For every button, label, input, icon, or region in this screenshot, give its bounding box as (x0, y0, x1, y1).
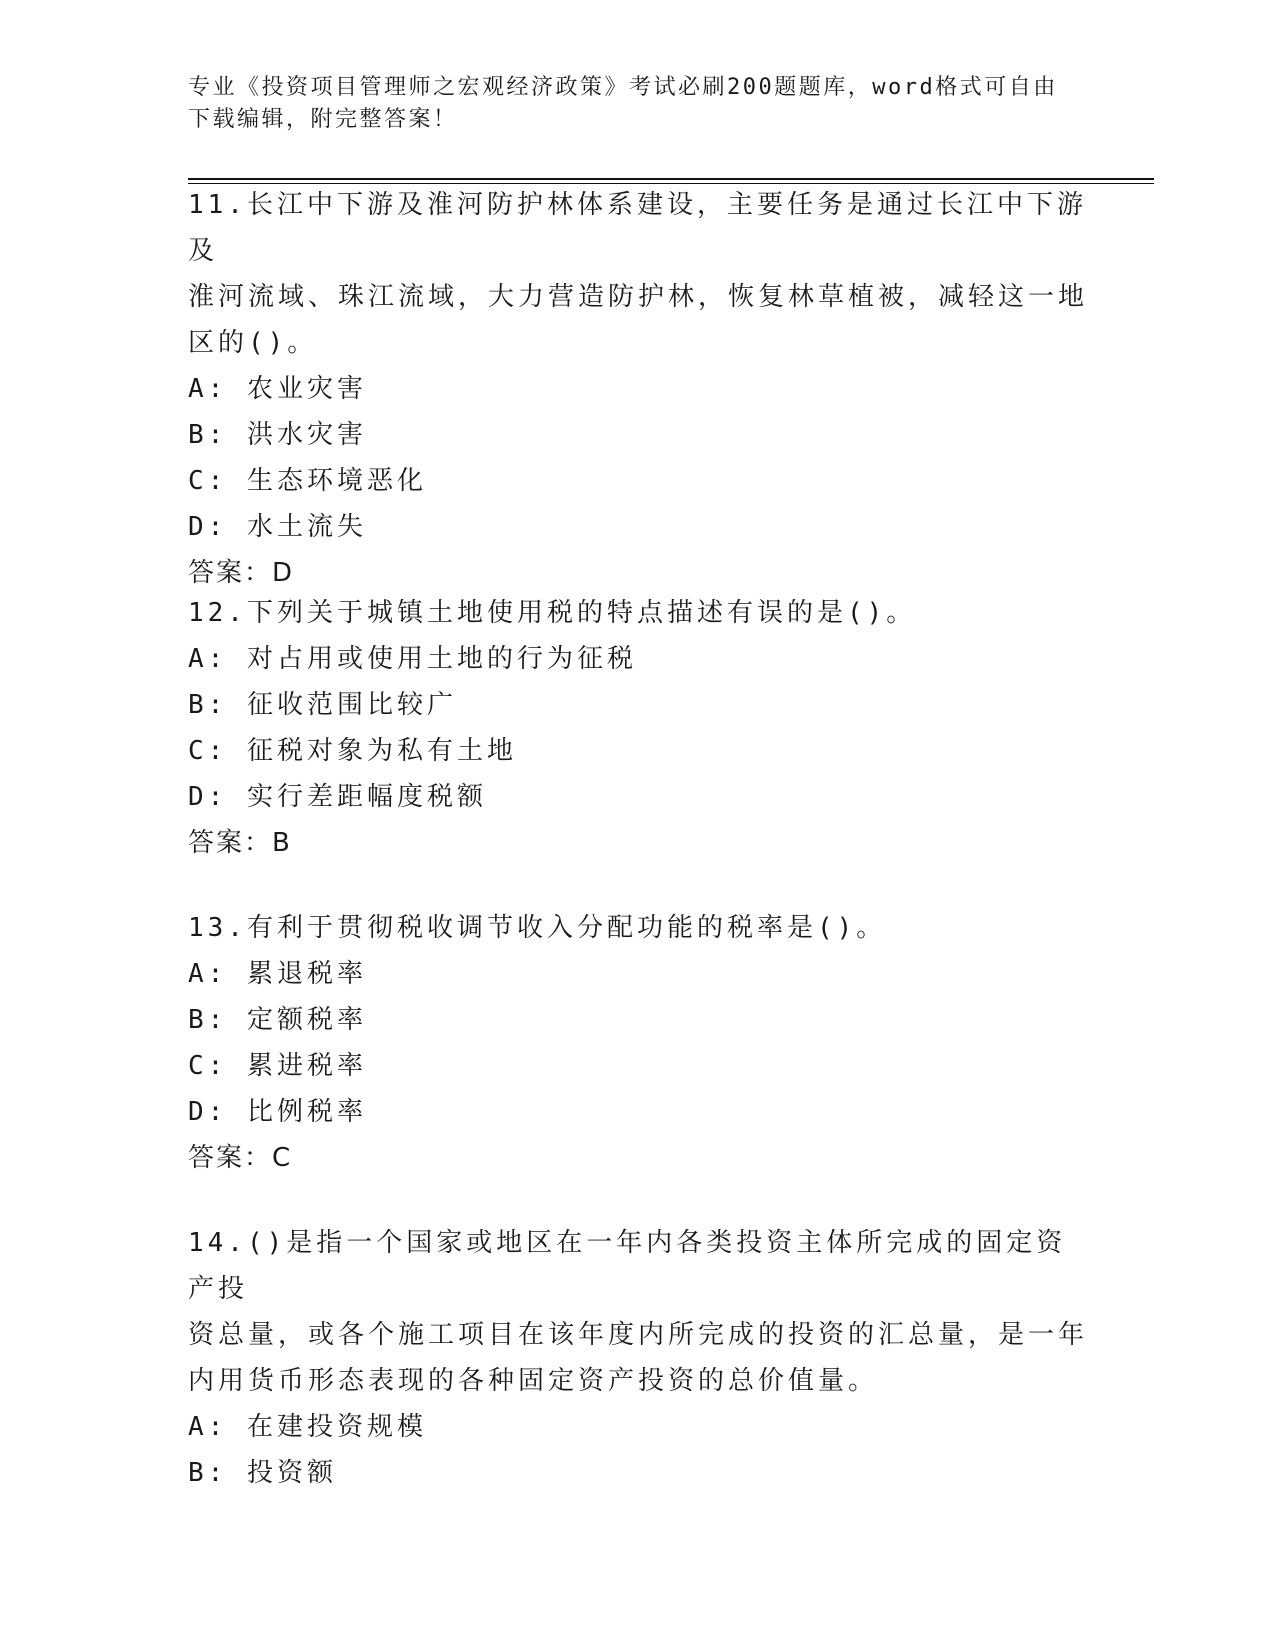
question-12 (188, 590, 1088, 866)
question-stem-line: 14.()是指一个国家或地区在一年内各类投资主体所完成的固定资产投 (188, 1228, 1067, 1304)
option-b: B: 投资额 (188, 1458, 337, 1488)
option-a: A: 累退税率 (188, 959, 367, 989)
option-b: B: 洪水灾害 (188, 420, 367, 450)
answer: 答案：B (188, 828, 292, 858)
header-rule-thick (188, 178, 1154, 180)
header-line-2: 下载编辑，附完整答案！ (188, 107, 458, 132)
option-a: A: 在建投资规模 (188, 1412, 427, 1442)
question-14 (188, 1220, 1088, 1496)
document-header (188, 72, 1088, 136)
option-c: C: 生态环境恶化 (188, 466, 427, 496)
question-stem-line: 13.有利于贯彻税收调节收入分配功能的税率是()。 (188, 913, 887, 943)
option-b: B: 定额税率 (188, 1005, 367, 1035)
question-stem-line: 12.下列关于城镇土地使用税的特点描述有误的是()。 (188, 598, 917, 628)
question-stem-line: 淮河流域、珠江流域，大力营造防护林，恢复林草植被，减轻这一地 (188, 282, 1089, 312)
option-a: A: 对占用或使用土地的行为征税 (188, 644, 637, 674)
option-c: C: 征税对象为私有土地 (188, 736, 517, 766)
option-d: D: 比例税率 (188, 1097, 367, 1127)
answer: 答案：C (188, 1143, 293, 1173)
header-line-1: 专业《投资项目管理师之宏观经济政策》考试必刷200题题库，word格式可自由 (188, 75, 1058, 100)
option-d: D: 实行差距幅度税额 (188, 782, 487, 812)
option-a: A: 农业灾害 (188, 374, 367, 404)
option-b: B: 征收范围比较广 (188, 690, 457, 720)
option-d: D: 水土流失 (188, 512, 367, 542)
question-11 (188, 182, 1088, 596)
question-stem-line: 11.长江中下游及淮河防护林体系建设，主要任务是通过长江中下游及 (188, 190, 1087, 266)
question-stem-line: 内用货币形态表现的各种固定资产投资的总价值量。 (188, 1366, 879, 1396)
question-stem-line: 区的()。 (188, 328, 318, 358)
question-stem-line: 资总量，或各个施工项目在该年度内所完成的投资的汇总量，是一年 (188, 1320, 1089, 1350)
answer: 答案：D (188, 558, 295, 588)
option-c: C: 累进税率 (188, 1051, 367, 1081)
question-13 (188, 905, 1088, 1181)
